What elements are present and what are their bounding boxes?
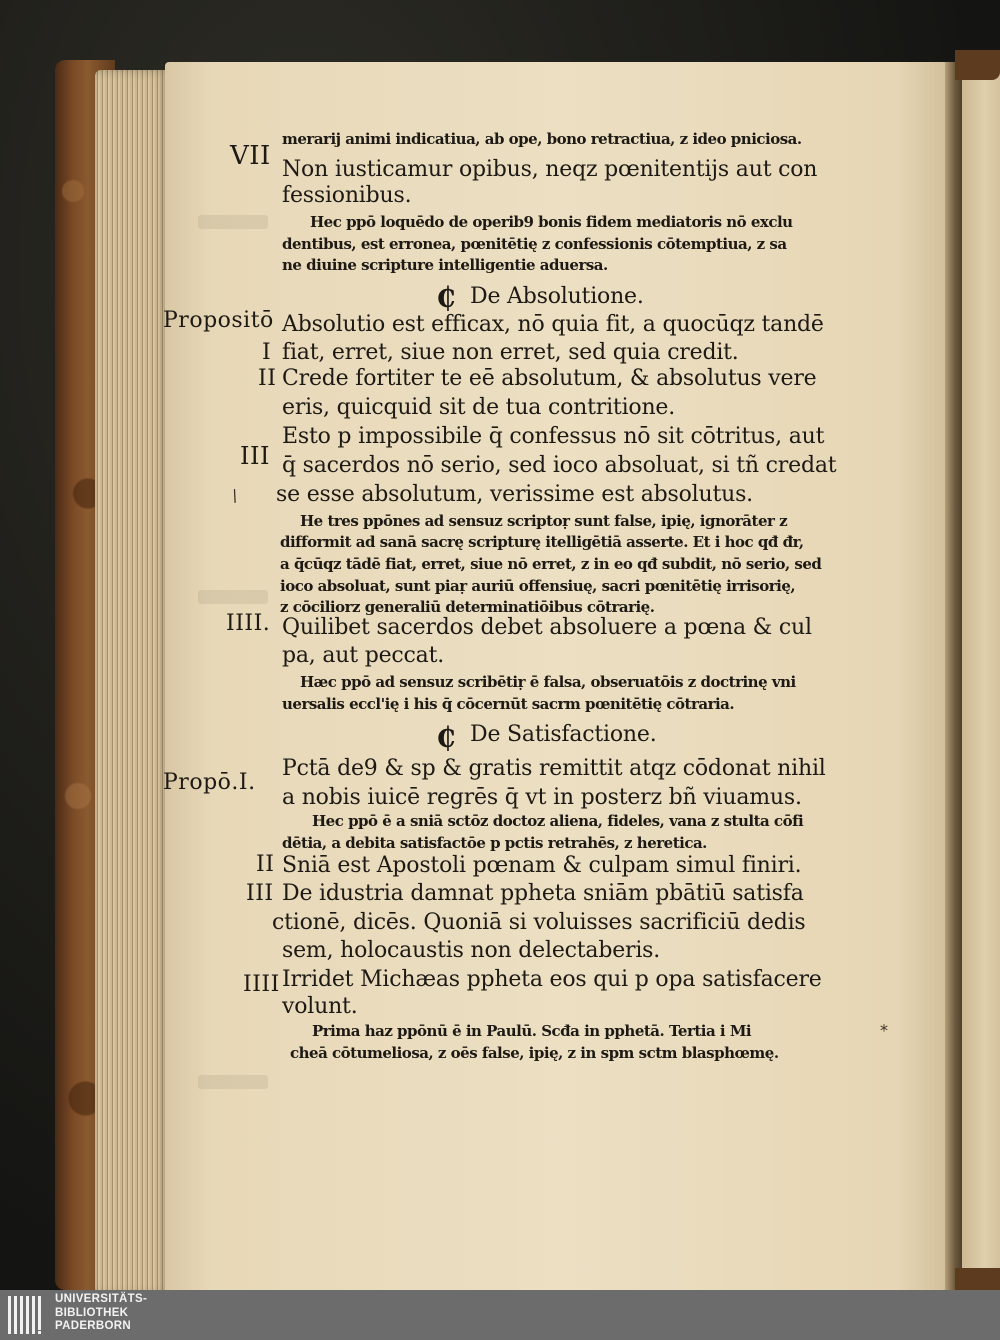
library-name [55,1293,147,1334]
text-line: Crede fortiter te eē absolutum, & absolutus vere [282,366,817,391]
text-line: dētia, a debita satisfactōe p pctis retrahēs, z heretica. [282,834,707,852]
library-footer [0,1290,1000,1340]
text-line: dentibus, est erronea, pœnitētię z confessionis cōtemptiua, z sa [282,235,787,253]
text-line: a q̄cūqz tādē fiat, erret, siue nō erret, z in eo qđ subdit, nō serio, sed [280,555,822,573]
text-line: Absolutio est efficax, nō quia fit, a quocūqz tandē [282,312,824,337]
text-line: Quilibet sacerdos debet absoluere a pœna & cul [282,615,812,640]
facing-page-edge [962,70,1000,1292]
text-line: q̄ sacerdos nō serio, sed ioco absoluat, si tñ credat [282,453,837,478]
text-line: fessionibus. [282,183,412,208]
text-line: cheā cōtumeliosa, z oēs false, ipię, z in spm sctm blasphœmę. [290,1044,779,1062]
text-line: Irridet Michæas ppheta eos qui p opa satisfacere [282,967,822,992]
text-line: volunt. [282,994,358,1019]
text-line: uersalis eccl'ię i his q̄ cōcernūt sacrm pœnitētię cōtraria. [282,695,735,713]
margin-numeral: I [262,340,272,365]
margin-heading-label: Propositō [163,308,274,333]
text-line: difformit ad sanā sacrę scripturę itelligētiā asserte. Et i hoc qđ đr, [280,533,804,551]
show-through-mark [198,590,268,604]
library-name-line1: UNIVERSITÄTS- [55,1293,148,1305]
margin-numeral: II [258,366,277,391]
margin-numeral: VII [230,141,271,171]
margin-numeral: II [256,852,275,877]
pen-mark: ⁎ [880,1016,888,1035]
text-line: Sniā est Apostoli pœnam & culpam simul finiri. [282,853,802,878]
text-line: eris, quicquid sit de tua contritione. [282,395,676,420]
text-line: ne diuine scripture intelligentie aduersa. [282,256,608,274]
pilcrow-mark: ₵ [436,721,456,754]
text-line: pa, aut peccat. [282,643,445,668]
text-line: merarij animi indicatiua, ab ope, bono retractiua, z ideo pniciosa. [282,130,802,148]
text-line: Esto p impossibile q̄ confessus nō sit cōtritus, aut [282,424,825,449]
text-line: sem, holocaustis non delectaberis. [282,938,661,963]
margin-numeral: III [240,442,270,470]
margin-heading-label: Propō.I. [163,770,256,795]
pilcrow-mark: ₵ [436,281,456,314]
text-line: a nobis iuicē regrēs q̄ vt in posterz bñ viuamus. [282,785,802,810]
text-line: Hec ppō loquēdo de operib9 bonis fidem mediatoris nō exclu [310,213,793,231]
margin-numeral: IIII. [226,611,271,636]
text-line: He tres ppōnes ad sensuz scriptoṛ sunt false, ipię, ignorāter z [300,512,788,530]
section-heading: De Satisfactione. [470,722,657,747]
text-line: Prima haz ppōnū ē in Paulū. Scđa in pphetā. Tertia i Mi [312,1022,752,1040]
library-name-line2: BIBLIOTHEK [55,1306,129,1319]
pen-mark: / [228,485,241,506]
text-line: ctionē, dicēs. Quoniā si voluisses sacrificiū dedis [272,910,806,935]
margin-numeral: IIII [243,972,280,997]
text-line: Non iusticamur opibus, neqz pœnitentijs aut con [282,157,818,182]
text-line: Hec ppō ē a sniā sctōz doctoz aliena, fideles, vana z stulta cōfi [312,812,804,830]
show-through-mark [198,1075,268,1089]
library-name-line3: PADERBORN [55,1320,131,1332]
spine-top [955,50,1000,80]
text-line: De idustria damnat ppheta sniām pbātiū satisfa [282,881,804,906]
text-line: se esse absolutum, verissime est absolutus. [276,482,753,507]
text-line: fiat, erret, siue non erret, sed quia credit. [282,340,739,365]
page-edges [95,70,170,1295]
show-through-mark [198,215,268,229]
text-line: Pctā de9 & sp & gratis remittit atqz cōdonat nihil [282,756,826,781]
margin-numeral: III [246,881,274,906]
text-line: z cōciliorz generaliū determinatiōibus cōtrarię. [280,598,655,616]
library-logo-icon [8,1294,48,1336]
spine-bottom [955,1268,1000,1292]
text-line: Hæc ppō ad sensuz scribētiṛ ē falsa, obseruatōis z doctrinę vni [300,673,796,691]
text-line: ioco absoluat, sunt piaṛ auriū offensiuę, sacri pœnitētię irrisorię, [280,577,796,595]
section-heading: De Absolutione. [470,284,644,309]
